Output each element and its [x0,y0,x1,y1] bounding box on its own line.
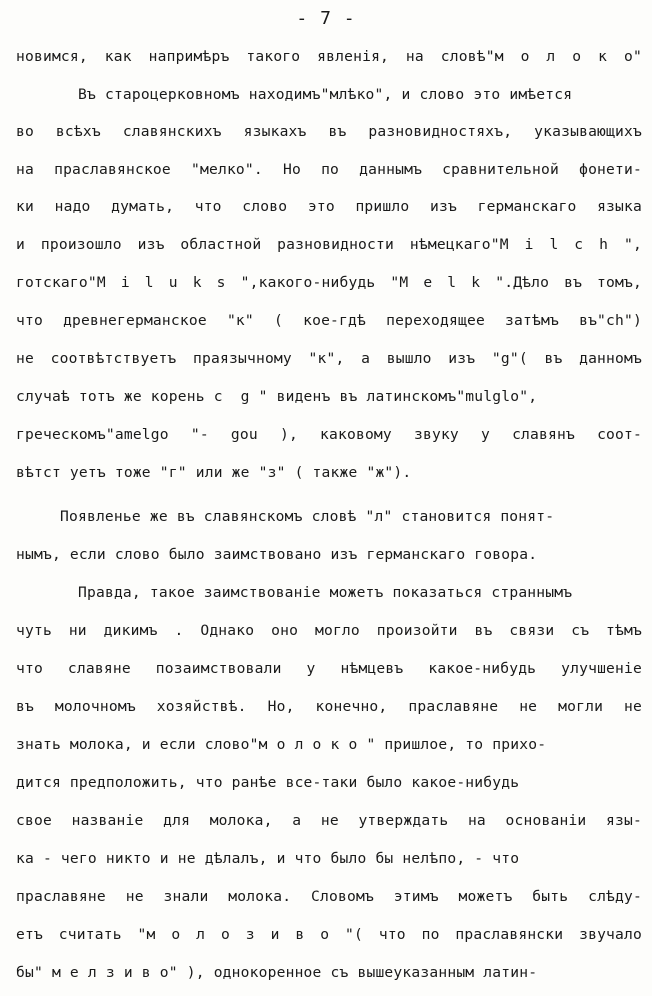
text-line: на праславянское "мелко". Но по даннымъ сравнительной фонети- [16,161,642,178]
text-line: бы" м е л з и в о" ), однокоренное съ вышеуказанным латин- [16,964,538,981]
text-line: греческомъ"amelgo "- gou ), каковому звуку у славянъ соот- [16,426,642,443]
text-line: знать молока, и если слово"м о л о к о " пришлое, то прихо- [16,736,547,753]
text-line: етъ считать "м о л о з и в о "( что по праславянски звучало [16,926,642,943]
paragraph-first-line: Появленье же въ славянскомъ словѣ "л" становится понят- [60,508,555,525]
text-line: въ молочномъ хозяйствѣ. Но, конечно, праславяне не могли не [16,698,642,715]
text-line: и произошло изъ областной разновидности нѣмецкаго"M i l c h ", [16,236,642,253]
text-line: ки надо думать, что слово это пришло изъ германскаго языка [16,198,642,215]
text-line: во всѣхъ славянскихъ языкахъ въ разновидностяхъ, указывающихъ [16,123,642,140]
text-line: случаѣ тотъ же корень с g " виденъ въ латинскомъ"mulglo", [16,388,538,405]
text-line: ка - чего никто и не дѣлалъ, и что было бы нелѣпо, - что [16,850,520,867]
text-line: свое названіе для молока, а не утверждать на основаніи язы- [16,812,642,829]
page-number: - 7 - [296,8,356,29]
text-line: нымъ, если слово было заимствовано изъ германскаго говора. [16,546,538,563]
text-line: готскаго"M i l u k s ",какого-нибудь "M e l k ".Дѣло въ томъ, [16,274,642,291]
text-line: чуть ни дикимъ . Однако оно могло произойти въ связи съ тѣмъ [16,622,642,639]
text-line: новимся, как напримѣръ такого явленія, на словѣ"м о л о к о" [16,48,642,65]
paragraph-first-line: Правда, такое заимствованіе можетъ показаться страннымъ [78,584,573,601]
paragraph-first-line: Въ староцерковномъ находимъ"млѣко", и слово это имѣется [78,86,573,103]
text-line: что древнегерманское "к" ( кое-гдѣ переходящее затѣмъ въ"ch") [16,312,642,329]
text-line: не соотвѣтствуетъ праязычному "к", а вышло изъ "g"( въ данномъ [16,350,642,367]
text-line: праславяне не знали молока. Словомъ этимъ можетъ быть слѣду- [16,888,642,905]
text-line: что славяне позаимствовали у нѣмцевъ какое-нибудь улучшеніе [16,660,642,677]
text-line: дится предположить, что ранѣе все-таки было какое-нибудь [16,774,520,791]
text-line: вѣтст уетъ тоже "г" или же "з" ( также "ж"). [16,464,412,481]
